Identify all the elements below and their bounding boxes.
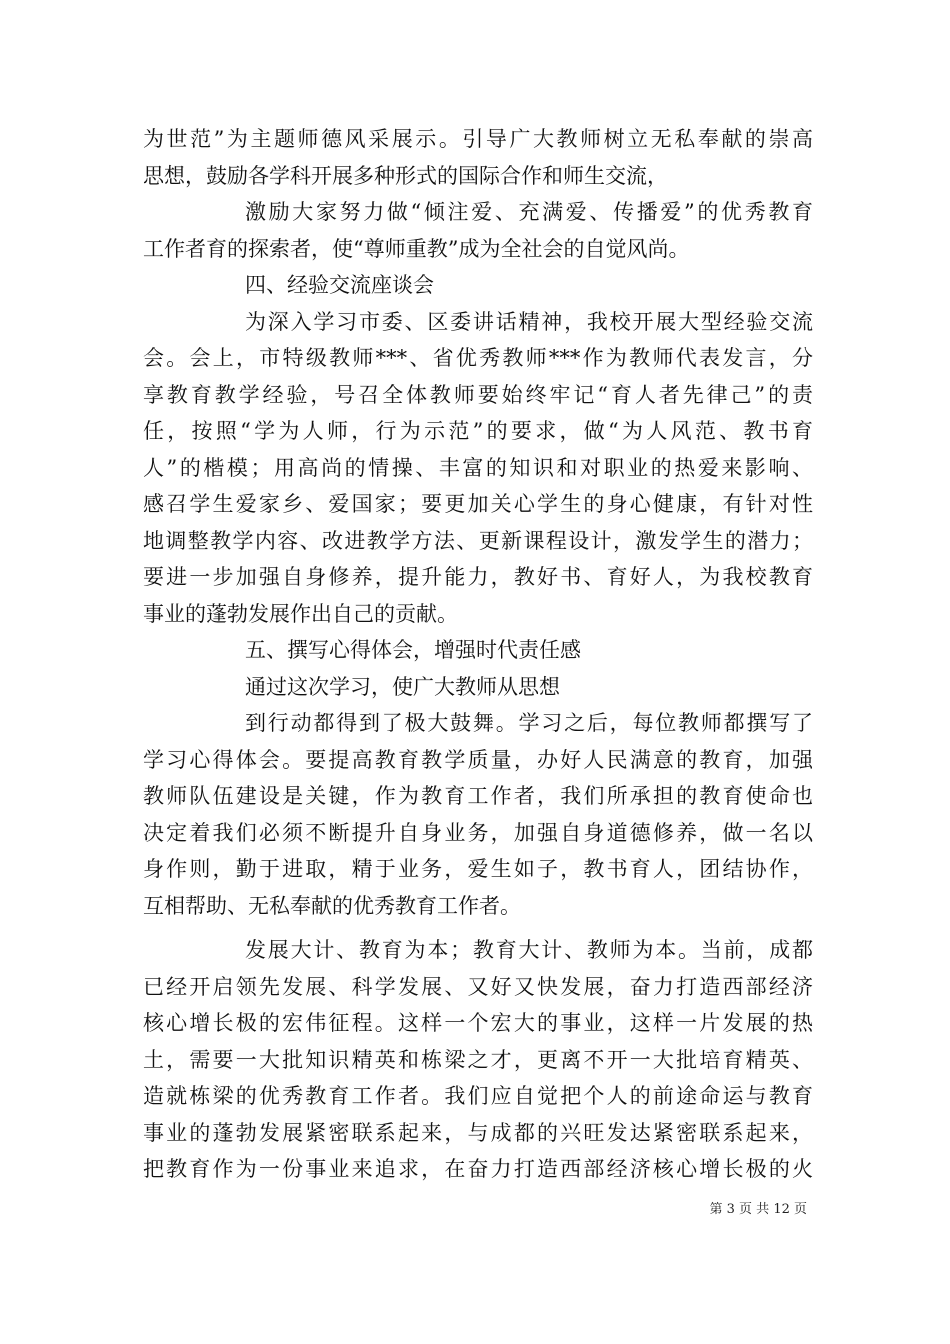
- text-line: 身作则，勤于进取，精于业务，爱生如子，教书育人，团结协作，: [143, 857, 813, 881]
- document-body: [143, 121, 813, 1188]
- text-line: 思想，鼓励各学科开展多种形式的国际合作和师生交流，: [143, 163, 668, 188]
- section-heading: 五、撰写心得体会，增强时代责任感: [245, 638, 581, 662]
- text-line: 任，按照“学为人师，行为示范”的要求，做“为人风范、教书育: [143, 419, 813, 443]
- text-line: 工作者育的探索者，使“尊师重教”成为全社会的自觉风尚。: [143, 236, 690, 261]
- text-line: 为深入学习市委、区委讲话精神，我校开展大型经验交流: [245, 309, 813, 334]
- text-line: 土，需要一大批知识精英和栋梁之才，更离不开一大批培育精英、: [143, 1047, 813, 1072]
- text-line: 决定着我们必须不断提升自身业务，加强自身道德修养，做一名以: [143, 820, 813, 845]
- text-line: 把教育作为一份事业来追求，在奋力打造西部经济核心增长极的火: [143, 1157, 813, 1181]
- text-line: 享教育教学经验，号召全体教师要始终牢记“育人者先律己”的责: [143, 382, 813, 407]
- text-line: 为世范”为主题师德风采展示。引导广大教师树立无私奉献的崇高: [143, 127, 813, 151]
- text-line: 教师队伍建设是关键，作为教育工作者，我们所承担的教育使命也: [143, 784, 813, 808]
- text-line: 人”的楷模；用高尚的情操、丰富的知识和对职业的热爱来影响、: [143, 455, 813, 480]
- text-line: 互相帮助、无私奉献的优秀教育工作者。: [143, 893, 521, 918]
- text-line: 核心增长极的宏伟征程。这样一个宏大的事业，这样一片发展的热: [143, 1011, 813, 1035]
- page-number: 第 3 页 共 12 页: [709, 1202, 807, 1217]
- text-line: 造就栋梁的优秀教育工作者。我们应自觉把个人的前途命运与教育: [143, 1084, 813, 1108]
- text-line: 感召学生爱家乡、爱国家；要更加关心学生的身心健康，有针对性: [143, 492, 813, 516]
- text-line: 发展大计、教育为本；教育大计、教师为本。当前，成都: [245, 938, 813, 962]
- text-line: 学习心得体会。要提高教育教学质量，办好人民满意的教育，加强: [143, 747, 813, 772]
- text-line: 事业的蓬勃发展作出自己的贡献。: [143, 601, 458, 626]
- text-line: 已经开启领先发展、科学发展、又好又快发展，奋力打造西部经济: [143, 974, 813, 999]
- text-line: 地调整教学内容、改进教学方法、更新课程设计，激发学生的潜力；: [143, 528, 813, 553]
- text-line: 事业的蓬勃发展紧密联系起来，与成都的兴旺发达紧密联系起来，: [143, 1120, 813, 1145]
- section-heading: 四、经验交流座谈会: [245, 273, 434, 297]
- text-line: 激励大家努力做“倾注爱、充满爱、传播爱”的优秀教育: [245, 200, 813, 224]
- text-line: 通过这次学习，使广大教师从思想: [245, 674, 560, 699]
- text-line: 会。会上，市特级教师***、省优秀教师***作为教师代表发言，分: [143, 346, 813, 370]
- text-line: 到行动都得到了极大鼓舞。学习之后，每位教师都撰写了: [245, 711, 813, 735]
- text-line: 要进一步加强自身修养，提升能力，教好书、育好人，为我校教育: [143, 565, 813, 589]
